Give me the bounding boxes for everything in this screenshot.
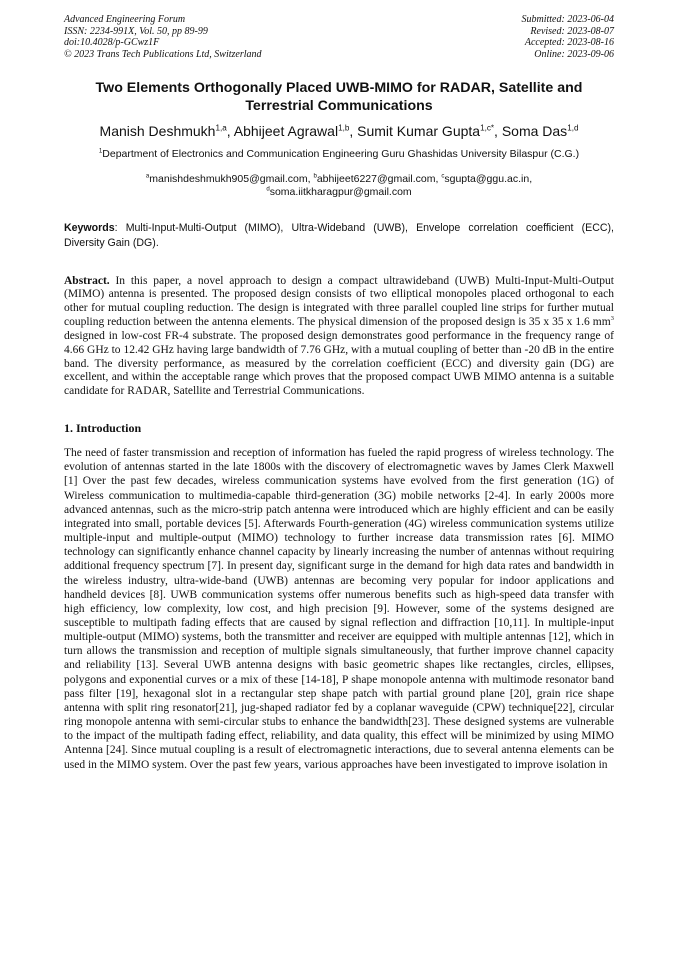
paper-page <box>64 14 614 772</box>
author-affil-mark: 1,a <box>215 123 227 133</box>
author-affil-mark: 1,c* <box>480 123 495 133</box>
date-revised: Revised: 2023-08-07 <box>530 25 614 37</box>
author-name: Soma Das <box>501 123 568 139</box>
email-address[interactable]: manishdeshmukh905@gmail.com <box>149 172 308 185</box>
email-mark: b <box>313 172 317 179</box>
keywords-text: : Multi-Input-Multi-Output (MIMO), Ultra-Wideband (UWB), Envelope correlation coefficient (ECC), Diversity Gain (DG). <box>64 221 614 249</box>
journal-info <box>64 14 262 60</box>
date-submitted: Submitted: 2023-06-04 <box>521 14 614 25</box>
affiliation-text: Department of Electronics and Communication Engineering Guru Ghashidas University Bilaspur (C.G.) <box>102 148 580 160</box>
date-accepted: Accepted: 2023-08-16 <box>524 37 614 48</box>
keywords-label: Keywords <box>64 221 115 234</box>
email-address[interactable]: sgupta@ggu.ac.in <box>444 172 530 185</box>
date-online: Online: 2023-09-06 <box>534 48 614 60</box>
abstract-unit-exponent: 3 <box>610 315 614 323</box>
journal-copyright: © 2023 Trans Tech Publications Ltd, Switzerland <box>64 48 262 60</box>
section-heading: 1. Introduction <box>64 421 142 436</box>
abstract <box>64 275 614 400</box>
journal-doi: doi:10.4028/p-GCwz1F <box>64 37 160 48</box>
affiliation <box>64 147 614 162</box>
journal-header <box>64 14 614 60</box>
email-mark: c <box>441 172 445 179</box>
email-address[interactable]: soma.iitkharagpur@gmail.com <box>269 186 412 198</box>
abstract-text-continued: designed in low-cost FR-4 substrate. The proposed design demonstrates good performance in the frequency range of 4.66 GHz to 12.42 GHz having large bandwidth of 7.76 GHz, with a mutual coupling of better than -20 dB in the entire band. The diversity performance, as measured by the correlation coefficient (ECC) and diversity gain (DG) are excellent, and within the acceptable range which proves that the proposed compact UWB MIMO antenna is a suitable candidate for RADAR, Satellite and Terrestrial Communications. <box>64 329 614 398</box>
author-affil-mark: 1,b <box>338 123 350 133</box>
submission-dates <box>522 14 615 60</box>
author-name: Manish Deshmukh <box>99 123 216 139</box>
author-list: Manish Deshmukh$^{1,a}$, Abhijeet Agrawal$^{1,b}$, Sumit Kumar Gupta$^{1,c*}$, Soma Das$^{1,d}$ <box>99 123 579 139</box>
email-mark: d <box>266 185 270 193</box>
email-mark: a <box>145 172 150 179</box>
section-body: The need of faster transmission and reception of information has fueled the rapid progress of wireless technology. The evolution of antennas started in the late 1800s with the discovery of electromagnetic waves by James Clerk Maxwell [1] Over the past few decades, wireless communication systems have evolved from the first generation (1G) of Wireless communication to multimedia-capable third-generation (3G) mobile networks [2-4]. In early 2000s more advanced antennas, such as the micro-strip patch antenna were introduced which are highly efficient and can be easily integrated into small, portable devices [5]. Afterwards Fourth-generation (4G) wireless communication systems utilize multiple-input and multiple-output (MIMO) technology to further increase data transmission rates [6]. MIMO technology can significantly enhance channel capacity by linearly increasing the number of antennas without requiring additional frequency spectrum [7]. In present day, significant surge in the demand for high data rates and bandwidth in the wireless industry, ultra-wide-band (UWB) antennas are becoming very popular for indoor applications and handheld devices [8]. UWB communication systems offer numerous benefits such as high-speed data transfer with high efficiency, low complexity, low cost, and high precision [9]. However, some of the systems designed are susceptible to multipath fading effects that are caused by signal reflection and diffraction [10,11]. In multiple-input multiple-output (MIMO) systems, both the transmitter and receiver are equipped with multiple antennas [12], which in turn allows the transmission and reception of multiple signals simultaneously, that further improve channel capacity and reliability [13]. Several UWB antenna designs with basic geometric shapes like rectangles, circles, ellipses, polygons and exponential curves or a mix of these [14-18], P shape monopole antenna with multimode resonator band pass filter [19], hexagonal slot in a rectangular step shape patch with partial ground plane [20], grain rice shape antenna with split ring resonator[21], jug-shaped radiator fed by a coplanar waveguide (CPW) technique[22], circular ring monopole antenna with semi-circular stubs to enhance the bandwidth[23]. These designed systems are vulnerable to the impact of the multipath fading effect, reliability, and data quality, this effect will be minimized by using MIMO Antenna [24]. Since mutual coupling is a result of electromagnetic interactions, due to several antenna elements can be used in the MIMO system. Over the past few years, various approaches have been investigated to improve isolation in <box>64 447 614 771</box>
affiliation-mark: 1 <box>98 147 103 155</box>
abstract-label: Abstract. <box>64 274 110 287</box>
author-name: Abhijeet Agrawal <box>233 123 339 139</box>
author-name: Sumit Kumar Gupta <box>357 123 481 139</box>
email-address[interactable]: abhijeet6227@gmail.com <box>316 172 436 185</box>
journal-name: Advanced Engineering Forum <box>64 14 186 25</box>
journal-issn: ISSN: 2234-991X, Vol. 50, pp 89-99 <box>64 25 208 37</box>
author-emails: $^a$manishdeshmukh905@gmail.com, $^b$abhijeet6227@gmail.com, $^c$sgupta@ggu.ac.in, $^d$soma.iitkharagpur@gmail.com <box>145 172 533 198</box>
author-affil-mark: 1,d <box>567 123 579 133</box>
keywords <box>64 221 614 251</box>
abstract-text: In this paper, a novel approach to design a compact ultrawideband (UWB) Multi-Input-Multi-Output (MIMO) antenna is presented. The proposed design consists of two elliptical monopoles placed orthogonal to each other for mutual coupling reduction. The design is integrated with three parallel coupled line strips for further mutual coupling reduction between the antenna elements. The physical dimension of the proposed design is 35 x 35 x 1.6 mm <box>64 274 614 329</box>
paper-title: Two Elements Orthogonally Placed UWB-MIMO for RADAR, Satellite and Terrestrial Communications <box>95 80 583 114</box>
